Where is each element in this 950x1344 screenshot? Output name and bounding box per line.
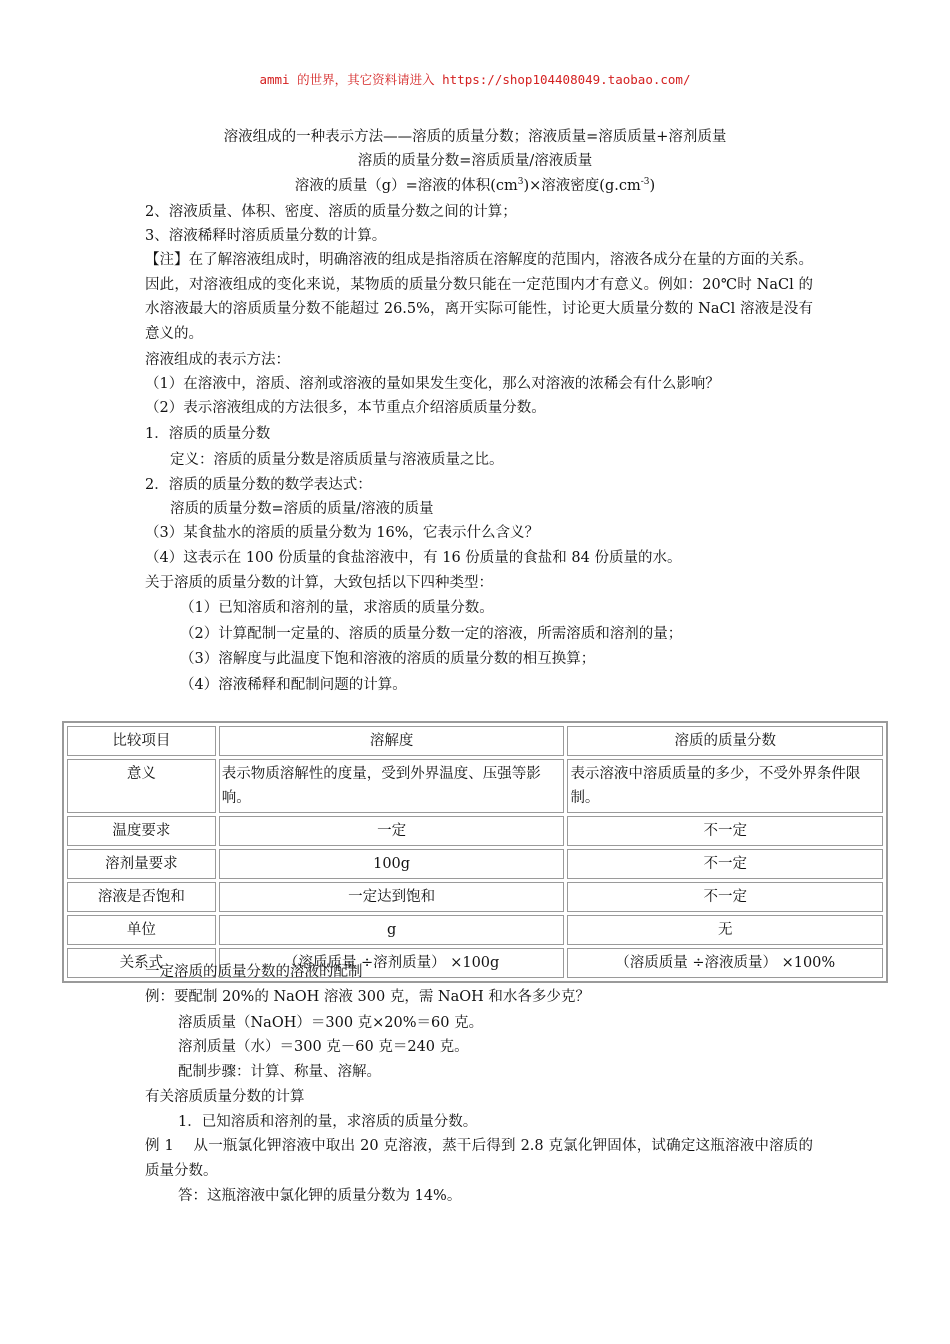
prep-steps: 配制步骤：计算、称量、溶解。 [178,1064,381,1080]
table-row [67,759,883,813]
calc-title: 有关溶质质量分数的计算 [145,1089,305,1105]
table-header-cell: 比较项目 [67,726,216,756]
note-paragraph: 【注】在了解溶液组成时，明确溶液的组成是指溶质在溶解度的范围内，溶液各成分在量的方面的关系。因此，对溶液组成的变化来说，某物质的质量分数只能在一定范围内才有意义。例如：20℃时 NaCl 的水溶液最大的溶质质量分数不能超过 26.5%，离开实际可能性，讨论更大质量分数的 NaCl 溶液是没有意义的。 [145,252,813,342]
table-cell: g [219,915,565,945]
intro-line-2: 溶质的质量分数=溶质质量/溶液质量 [357,153,593,169]
example-1: 例 1 从一瓶氯化钾溶液中取出 20 克溶液，蒸干后得到 2.8 克氯化钾固体，试确定这瓶溶液中溶质的质量分数。 [145,1138,813,1179]
intro-line-1: 溶液组成的一种表示方法——溶质的质量分数；溶液质量=溶质质量+溶剂质量 [223,129,727,145]
page-header: ammi 的世界，其它资料请进入 https://shop104408049.taobao.com/ [259,72,691,87]
calc-type-3: （3）溶解度与此温度下饱和溶液的溶质的质量分数的相互换算； [180,651,596,667]
table-cell: （溶质质量 ÷溶液质量） ×100% [567,948,883,978]
table-cell: 表示物质溶解性的度量，受到外界温度、压强等影响。 [219,759,565,813]
prep-solvent: 溶剂质量（水）＝300 克－60 克＝240 克。 [178,1039,469,1055]
table-cell: 不一定 [567,816,883,846]
density-formula-c: ) [649,178,656,194]
heading-expression: 2．溶质的质量分数的数学表达式： [145,477,372,493]
example-1-answer: 答：这瓶溶液中氯化钾的质量分数为 14%。 [178,1188,462,1204]
calc-type-4: （4）溶液稀释和配制问题的计算。 [180,677,407,693]
table-header-row [67,726,883,756]
table-row [67,849,883,879]
calc-types-title: 关于溶质的质量分数的计算，大致包括以下四种类型： [145,575,493,591]
table-cell: 100g [219,849,565,879]
prep-solute: 溶质质量（NaOH）＝300 克×20%＝60 克。 [178,1015,484,1031]
table-header-cell: 溶解度 [219,726,565,756]
prep-title: 一定溶质的质量分数的溶液的配制 [145,964,363,980]
table-cell: 一定 [219,816,565,846]
table-cell: 不一定 [567,849,883,879]
calc-type-1: （1）已知溶质和溶剂的量，求溶质的质量分数。 [180,600,494,616]
table-cell: 溶液是否饱和 [67,882,216,912]
density-formula-sup1: 3 [517,177,524,188]
intro-item-2: 2、溶液质量、体积、密度、溶质的质量分数之间的计算； [145,204,517,220]
prep-example: 例：要配制 20%的 NaOH 溶液 300 克，需 NaOH 和水各多少克？ [145,989,590,1005]
intro-item-3: 3、溶液稀释时溶质质量分数的计算。 [145,228,387,244]
table-cell: 单位 [67,915,216,945]
comparison-table [62,721,888,983]
table-cell: 温度要求 [67,816,216,846]
question-1: （1）在溶液中，溶质、溶剂或溶液的量如果发生变化，那么对溶液的浓稀会有什么影响？ [145,376,720,392]
heading-mass-fraction: 1．溶质的质量分数 [145,426,271,442]
calc-item-1: 1．已知溶质和溶剂的量，求溶质的质量分数。 [178,1114,478,1130]
table-row [67,882,883,912]
methods-title: 溶液组成的表示方法： [145,352,290,368]
expression-formula: 溶质的质量分数=溶质的质量/溶液的质量 [170,501,434,517]
table-cell: 关系式 [67,948,216,978]
table-cell: 无 [567,915,883,945]
table-cell: 一定达到饱和 [219,882,565,912]
question-3: （3）某食盐水的溶质的质量分数为 16%，它表示什么含义？ [145,525,540,541]
table-header-cell: 溶质的质量分数 [567,726,883,756]
table-cell: 不一定 [567,882,883,912]
calc-type-2: （2）计算配制一定量的、溶质的质量分数一定的溶液，所需溶质和溶剂的量； [180,626,683,642]
table-cell: 表示溶液中溶质质量的多少，不受外界条件限制。 [567,759,883,813]
table-row [67,915,883,945]
table-cell: （溶质质量 ÷溶剂质量） ×100g [219,948,565,978]
table-cell: 溶剂量要求 [67,849,216,879]
density-formula-b: )×溶液密度(g.cm [523,178,641,194]
question-4: （4）这表示在 100 份质量的食盐溶液中，有 16 份质量的食盐和 84 份质量的水。 [145,550,682,566]
definition: 定义：溶质的质量分数是溶质质量与溶液质量之比。 [170,452,504,468]
table-row [67,816,883,846]
density-formula-sup2: -3 [640,177,650,188]
table-cell: 意义 [67,759,216,813]
question-2: （2）表示溶液组成的方法很多，本节重点介绍溶质质量分数。 [145,400,546,416]
intro-line-3 [0,176,950,196]
density-formula-a: 溶液的质量（g）=溶液的体积(cm [294,178,518,194]
